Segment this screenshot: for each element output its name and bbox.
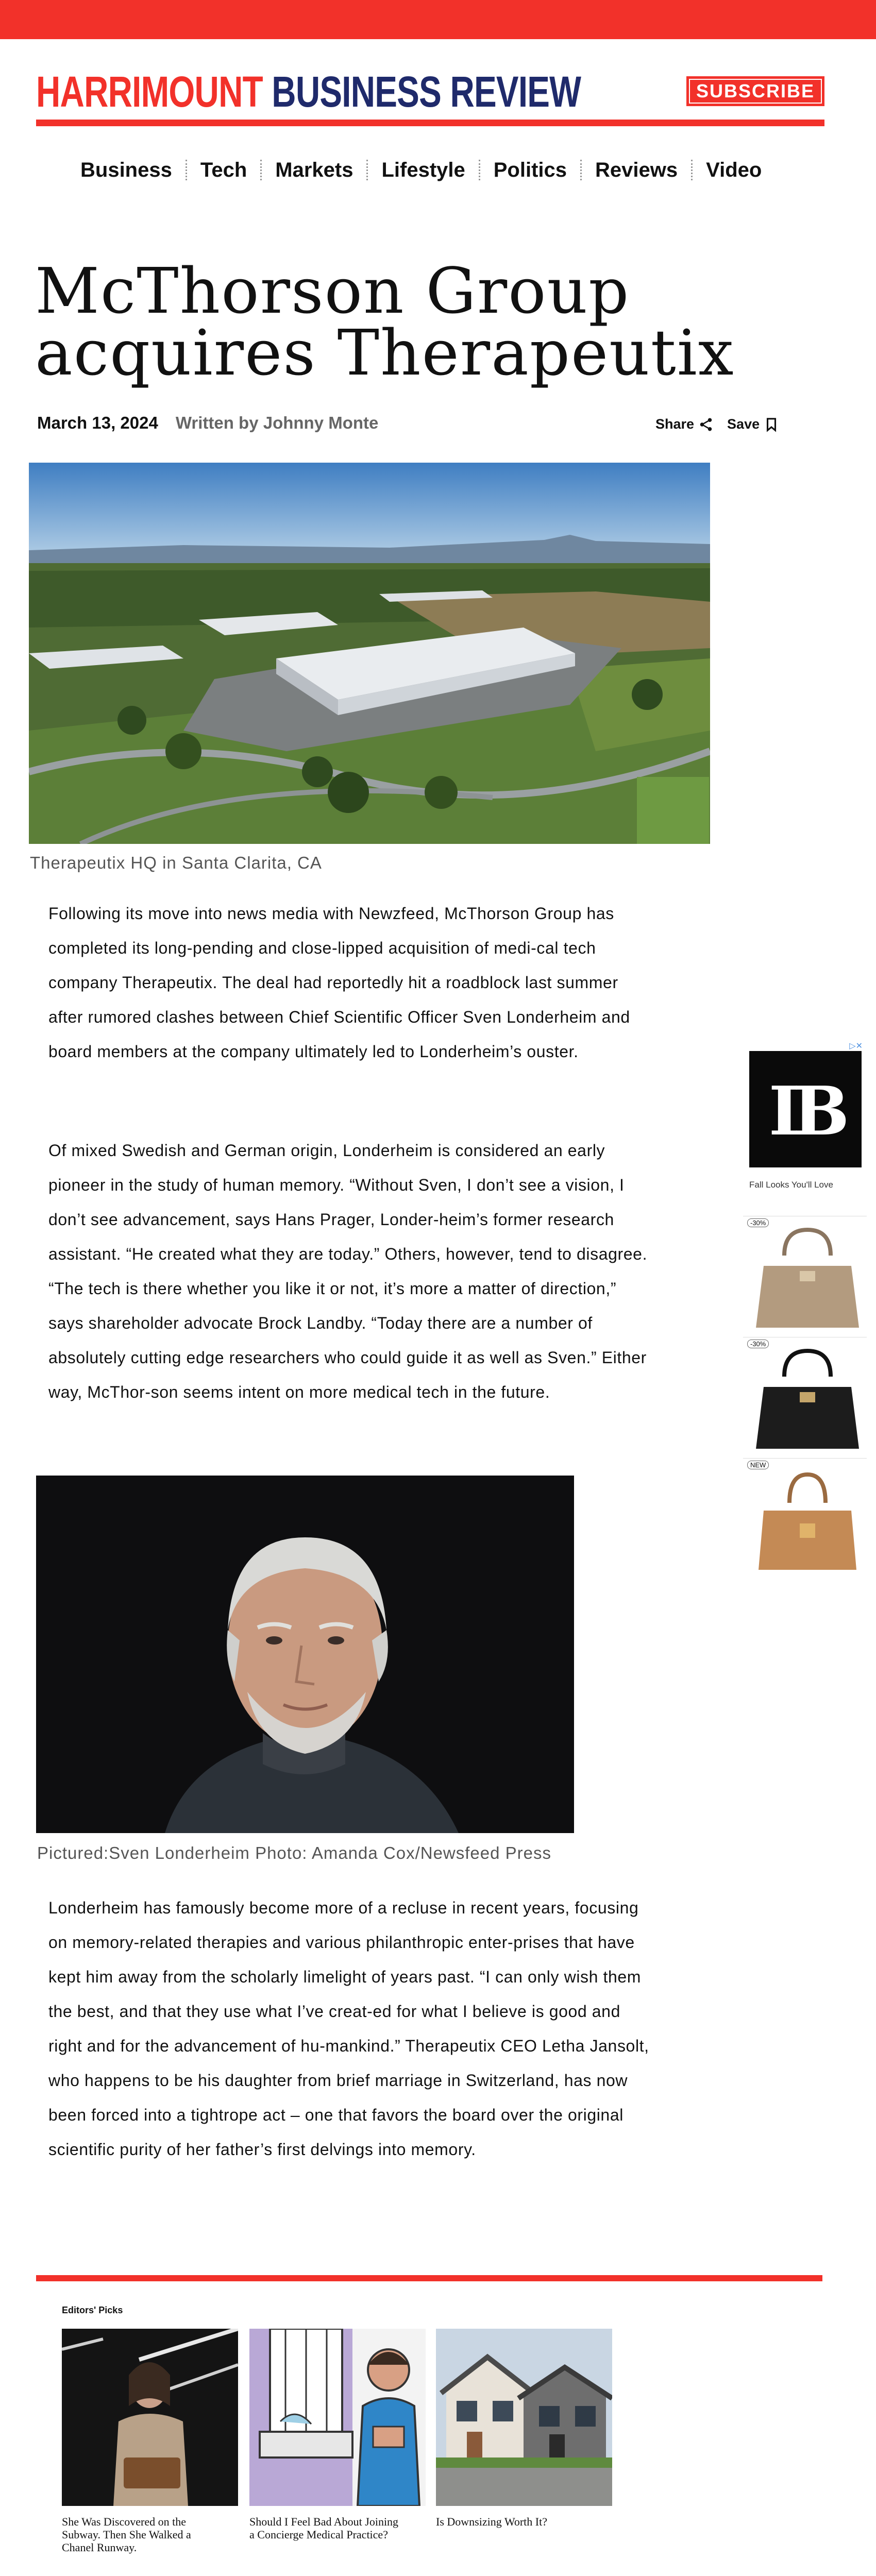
- ad-product-3[interactable]: [743, 1458, 867, 1577]
- portrait-image: [36, 1476, 574, 1833]
- brand-logo[interactable]: [36, 67, 581, 117]
- article-paragraph-2: Of mixed Swedish and German origin, Londerheim is considered an early pioneer in the study of human memory. “Without Sven, I don’t see a vision, I don’t see advancement, says Hans Prager, Londer-heim’s former research assistant. “He created what they are today.” Others, however, tend to disagree. “The tech is there whether you like it or not, it’s more a matter of direction,” says shareholder advocate Brock Landby. “Today there are a number of absolutely cutting edge researchers who could guide it as well as Sven.” Either way, McThor-son seems intent on more medical tech in the future.: [48, 1141, 648, 1401]
- editors-picks-title: Editors' Picks: [62, 2305, 123, 2315]
- top-bar: [0, 0, 876, 39]
- section-divider: [36, 2275, 822, 2281]
- nav-item-tech[interactable]: Tech: [200, 158, 247, 181]
- adchoices-icon[interactable]: ▷✕: [849, 1042, 863, 1050]
- pick-title[interactable]: Is Downsizing Worth It?: [436, 2515, 547, 2528]
- nav-item-reviews[interactable]: Reviews: [595, 158, 678, 181]
- portrait-caption: Pictured:Sven Londerheim Photo: Amanda Cox/Newsfeed Press: [37, 1843, 552, 1862]
- editors-pick-3[interactable]: [436, 2329, 612, 2528]
- article-date: March 13, 2024: [37, 413, 158, 432]
- masthead-rule: [36, 120, 824, 126]
- nav-item-business[interactable]: Business: [80, 158, 172, 181]
- pick-title[interactable]: Should I Feel Bad About Joining a Concierge Medical Practice?: [249, 2515, 399, 2541]
- ad-tagline: Fall Looks You'll Love: [749, 1180, 833, 1190]
- ad-product-badge: NEW: [747, 1461, 769, 1469]
- hero-caption: Therapeutix HQ in Santa Clarita, CA: [30, 853, 322, 872]
- bookmark-icon: [764, 417, 779, 432]
- article-actions: [655, 416, 779, 432]
- editors-pick-2[interactable]: [249, 2329, 426, 2541]
- pick-title[interactable]: She Was Discovered on the Subway. Then She Walked a Chanel Runway.: [62, 2515, 191, 2554]
- save-label: Save: [727, 416, 760, 432]
- concierge-illustration: [249, 2329, 426, 2506]
- subscribe-button[interactable]: SUBSCRIBE: [686, 76, 824, 106]
- ad-product-badge: -30%: [747, 1218, 769, 1227]
- share-label: Share: [655, 416, 695, 432]
- pick-thumbnail[interactable]: [62, 2329, 238, 2506]
- article-headline: McThorson Group acquires Therapeutix: [35, 255, 735, 389]
- nav-item-video[interactable]: Video: [706, 158, 762, 181]
- nav-item-markets[interactable]: Markets: [275, 158, 353, 181]
- share-button[interactable]: [655, 416, 714, 432]
- article-paragraph-1: Following its move into news media with Newzfeed, McThorson Group has completed its long-pending and close-lipped acquisition of medi-cal tech company Therapeutix. The deal had reportedly hit a roadblock last summer after rumored clashes between Chief Scientific Officer Sven Londerheim and board members at the company ultimately led to Londerheim’s ouster.: [48, 904, 630, 1061]
- nav-item-politics[interactable]: Politics: [493, 158, 567, 181]
- brand-name-part1: HARRIMOUNT: [36, 67, 263, 116]
- editors-pick-1[interactable]: [62, 2329, 238, 2554]
- ad-product-2[interactable]: [743, 1337, 867, 1455]
- handbag-image: [748, 1462, 867, 1575]
- portrait-photo: [36, 1476, 574, 1833]
- article-byline: [37, 413, 378, 433]
- article-paragraph-3: Londerheim has famously become more of a recluse in recent years, focusing on memory-related therapies and various philanthropic enter-prises that have kept him away from the scholarly limelight of years past. “I can only wish them the best, and that they use what I’ve creat-ed for what I believe is good and right and for the advancement of hu-mankind.” Therapeutix CEO Letha Jansolt, who happens to be his daughter from brief marriage in Switzerland, has now been forced into a tightrope act – one that favors the board over the original scientific purity of her father’s first delvings into memory.: [48, 1899, 649, 2159]
- ad-logo[interactable]: [749, 1051, 862, 1167]
- share-icon: [698, 417, 714, 432]
- aerial-campus-image: [29, 463, 710, 844]
- article-author[interactable]: Written by Johnny Monte: [175, 413, 379, 432]
- subway-model-image: [62, 2329, 238, 2506]
- save-button[interactable]: [727, 416, 779, 432]
- ad-logo-text: IB: [768, 1072, 843, 1150]
- nav-item-lifestyle[interactable]: Lifestyle: [381, 158, 465, 181]
- main-nav: [67, 155, 775, 185]
- ad-product-1[interactable]: [743, 1216, 867, 1334]
- pick-thumbnail[interactable]: [249, 2329, 426, 2506]
- ad-product-badge: -30%: [747, 1340, 769, 1348]
- hero-image: [29, 463, 710, 844]
- handbag-image: [748, 1219, 867, 1333]
- townhouses-image: [436, 2329, 612, 2506]
- handbag-image: [748, 1341, 867, 1454]
- sidebar-ad[interactable]: [743, 1041, 867, 1577]
- masthead: [36, 67, 824, 129]
- brand-name-part2: BUSINESS REVIEW: [272, 67, 581, 116]
- pick-thumbnail[interactable]: [436, 2329, 612, 2506]
